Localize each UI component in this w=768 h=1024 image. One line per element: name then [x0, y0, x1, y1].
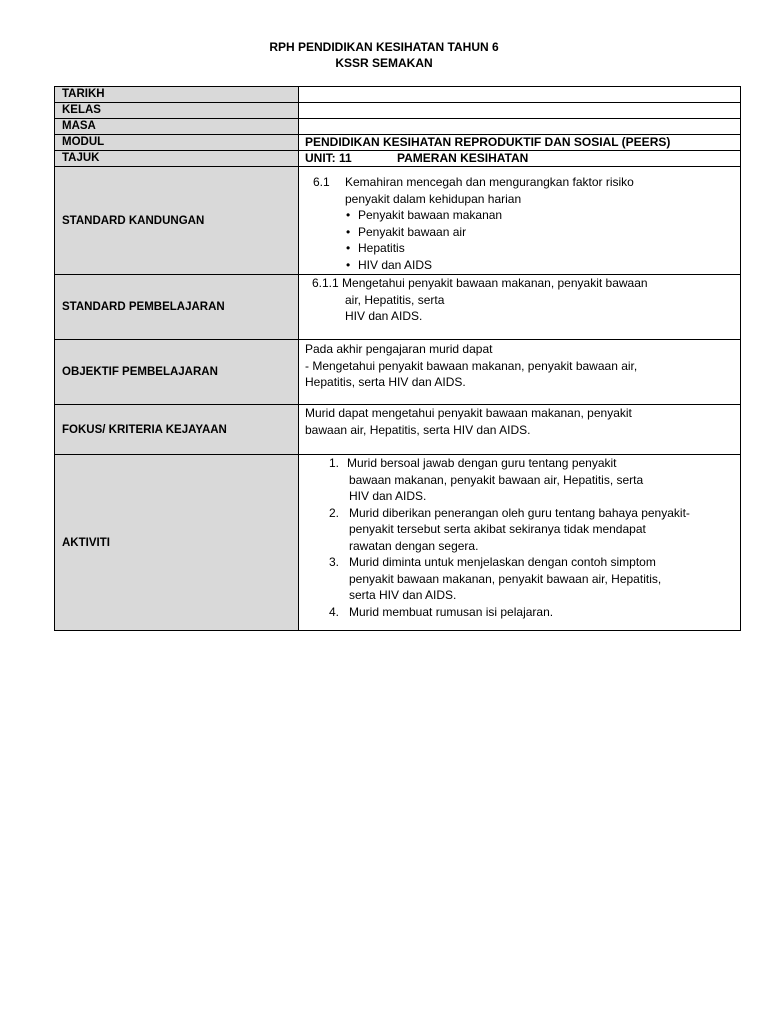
label-objektif: OBJEKTIF PEMBELAJARAN — [55, 340, 299, 405]
row-fokus — [55, 405, 741, 455]
value-standard-kandungan — [299, 167, 741, 275]
document-subtitle: KSSR SEMAKAN — [335, 56, 433, 70]
label-modul: MODUL — [55, 135, 299, 151]
value-modul: PENDIDIKAN KESIHATAN REPRODUKTIF DAN SOSIAL (PEERS) — [299, 135, 741, 151]
value-standard-pembelajaran — [299, 275, 741, 340]
lesson-plan-table — [54, 86, 741, 631]
sk-bullet: • HIV dan AIDS — [299, 257, 740, 274]
obj-line3: Hepatitis, serta HIV dan AIDS. — [305, 375, 466, 389]
row-aktiviti — [55, 455, 741, 631]
value-masa — [299, 119, 741, 135]
fokus-line1: Murid dapat mengetahui penyakit bawaan makanan, penyakit — [305, 406, 632, 420]
obj-line2: - Mengetahui penyakit bawaan makanan, penyakit bawaan air, — [305, 358, 638, 373]
label-tajuk: TAJUK — [55, 151, 299, 167]
label-kelas: KELAS — [55, 103, 299, 119]
tajuk-topic: PAMERAN KESIHATAN — [397, 151, 529, 165]
sk-bullet: • Penyakit bawaan air — [299, 224, 740, 241]
sk-bullet: • Hepatitis — [299, 240, 740, 257]
sk-line1: Kemahiran mencegah dan mengurangkan faktor risiko — [345, 175, 634, 189]
value-tajuk — [299, 151, 741, 167]
label-standard-pembelajaran: STANDARD PEMBELAJARAN — [55, 275, 299, 340]
activity-line: penyakit tersebut serta akibat sekiranya tidak mendapat — [349, 522, 646, 536]
sp-line3: HIV dan AIDS. — [345, 309, 423, 323]
activity-item: 3. Murid diminta untuk menjelaskan dengan contoh simptom — [329, 555, 656, 569]
label-tarikh: TARIKH — [55, 87, 299, 103]
label-fokus: FOKUS/ KRITERIA KEJAYAAN — [55, 405, 299, 455]
activity-line: HIV dan AIDS. — [349, 489, 427, 503]
row-objektif — [55, 340, 741, 405]
document-title: RPH PENDIDIKAN KESIHATAN TAHUN 6 — [269, 40, 499, 54]
sk-line2: penyakit dalam kehidupan harian — [345, 191, 522, 206]
value-kelas — [299, 103, 741, 119]
row-modul — [55, 135, 741, 151]
row-standard-kandungan — [55, 167, 741, 275]
row-tajuk — [55, 151, 741, 167]
activity-item: 1. Murid bersoal jawab dengan guru tentang penyakit — [329, 456, 617, 470]
sk-bullet: • Penyakit bawaan makanan — [299, 207, 740, 224]
activity-line: serta HIV dan AIDS. — [349, 588, 457, 602]
obj-line1: Pada akhir pengajaran murid dapat — [305, 342, 493, 356]
activity-item: 4. Murid membuat rumusan isi pelajaran. — [329, 604, 554, 619]
activity-item: 2. Murid diberikan penerangan oleh guru tentang bahaya penyakit- — [329, 505, 690, 520]
sp-line1: 6.1.1 Mengetahui penyakit bawaan makanan, penyakit bawaan — [312, 276, 648, 290]
sk-number: 6.1 — [313, 175, 330, 189]
row-tarikh — [55, 87, 741, 103]
activity-line: rawatan dengan segera. — [349, 538, 479, 553]
label-standard-kandungan: STANDARD KANDUNGAN — [55, 167, 299, 275]
label-masa: MASA — [55, 119, 299, 135]
fokus-line2: bawaan air, Hepatitis, serta HIV dan AIDS. — [305, 422, 531, 437]
activity-line: bawaan makanan, penyakit bawaan air, Hepatitis, serta — [349, 472, 644, 487]
tajuk-unit: UNIT: 11 — [305, 151, 352, 165]
row-kelas — [55, 103, 741, 119]
value-tarikh — [299, 87, 741, 103]
row-standard-pembelajaran — [55, 275, 741, 340]
sp-line2: air, Hepatitis, serta — [345, 292, 445, 307]
value-aktiviti — [299, 455, 741, 631]
label-aktiviti: AKTIVITI — [55, 455, 299, 631]
row-masa — [55, 119, 741, 135]
activity-line: penyakit bawaan makanan, penyakit bawaan air, Hepatitis, — [349, 571, 662, 586]
value-objektif — [299, 340, 741, 405]
value-fokus — [299, 405, 741, 455]
